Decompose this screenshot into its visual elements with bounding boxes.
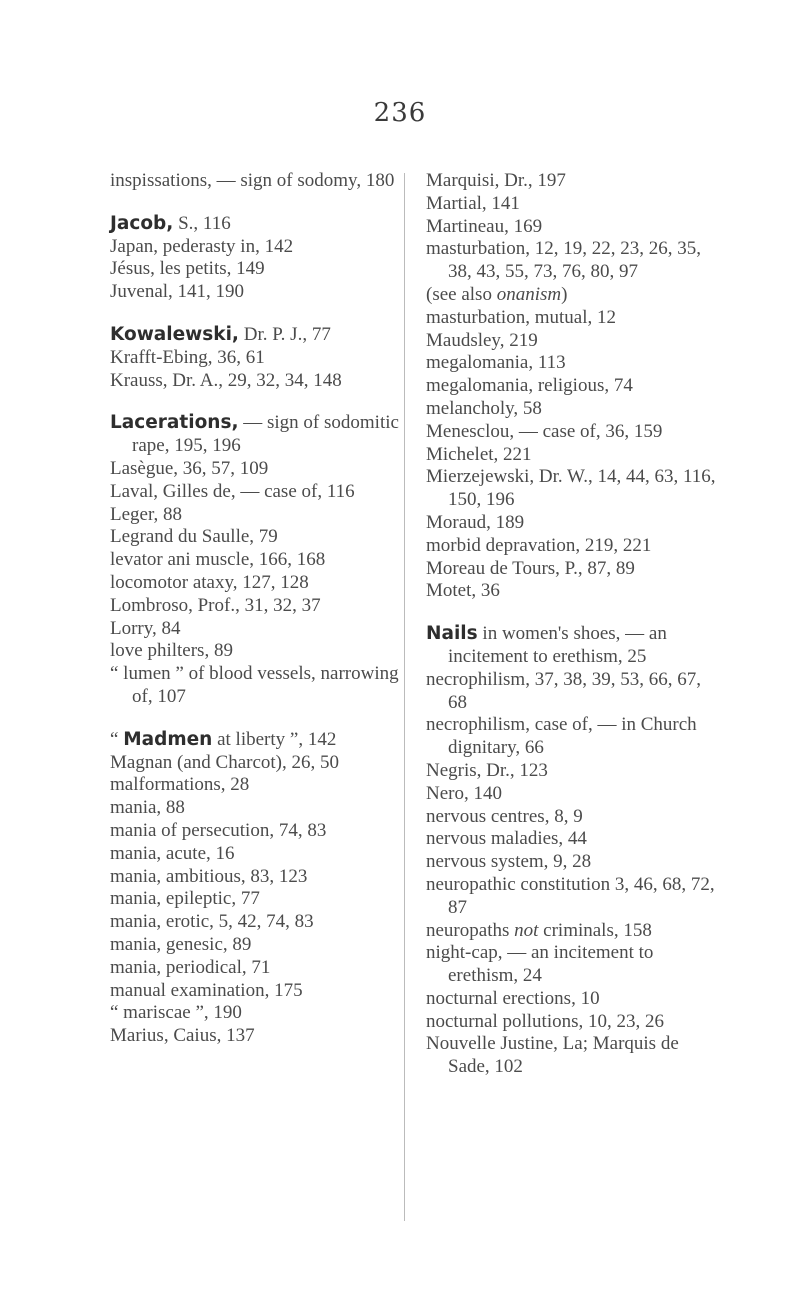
index-column-left: [110, 170, 400, 1048]
index-entry: mania, erotic, 5, 42, 74, 83: [110, 911, 314, 933]
index-entry-text: at liberty ”, 142: [212, 728, 337, 750]
index-entry-text: — sign of sodomitic rape, 195, 196: [132, 412, 399, 457]
index-entry: mania, ambitious, 83, 123: [110, 865, 308, 887]
index-entry: malformations, 28: [110, 774, 250, 796]
index-entry: [110, 412, 400, 458]
index-entry: Magnan (and Charcot), 26, 50: [110, 751, 339, 773]
index-entry: mania, genesic, 89: [110, 933, 252, 955]
index-entry: Motet, 36: [426, 580, 500, 602]
index-entry: Marius, Caius, 137: [110, 1025, 255, 1047]
index-entry-text: S., 116: [173, 212, 231, 234]
index-entry: Moraud, 189: [426, 511, 525, 533]
index-head-word: Nails: [426, 623, 478, 645]
index-entry: Krauss, Dr. A., 29, 32, 34, 148: [110, 369, 342, 391]
index-entry: necrophilism, 37, 38, 39, 53, 66, 67, 68: [426, 668, 701, 713]
index-entry: [110, 213, 400, 236]
index-entry-italic: not: [514, 919, 539, 941]
index-entry: locomotor ataxy, 127, 128: [110, 571, 309, 593]
index-entry: levator ani muscle, 166, 168: [110, 549, 326, 571]
index-entry-text: “: [110, 728, 124, 750]
index-head-word: Kowalewski,: [110, 323, 239, 345]
index-entry: “ lumen ” of blood vessels, narrowing of, 107: [110, 663, 399, 707]
index-entry: Krafft-Ebing, 36, 61: [110, 346, 265, 368]
index-entry: Juvenal, 141, 190: [110, 281, 245, 303]
index-entry: nervous centres, 8, 9: [426, 805, 583, 827]
index-entry: megalomania, 113: [426, 352, 566, 374]
index-entry: manual examination, 175: [110, 979, 303, 1001]
index-entry: mania of persecution, 74, 83: [110, 819, 327, 841]
index-entry: mania, epileptic, 77: [110, 888, 260, 910]
index-entry: Michelet, 221: [426, 443, 532, 465]
index-entry: nocturnal pollutions, 10, 23, 26: [426, 1010, 665, 1032]
index-entry: Moreau de Tours, P., 87, 89: [426, 557, 635, 579]
index-entry: melancholy, 58: [426, 397, 542, 419]
index-entry: love philters, 89: [110, 640, 233, 662]
index-entry-italic: onanism: [496, 283, 562, 305]
index-entry: Nero, 140: [426, 782, 502, 804]
index-entry: Lorry, 84: [110, 617, 181, 639]
index-entry: mania, acute, 16: [110, 842, 235, 864]
index-entry: [110, 324, 400, 347]
index-entry: Lombroso, Prof., 31, 32, 37: [110, 594, 321, 616]
index-entry: Maudsley, 219: [426, 329, 538, 351]
index-entry: night-cap, — an incitement to erethism, 24: [426, 942, 654, 987]
index-entry: “ mariscae ”, 190: [110, 1002, 242, 1024]
index-entry: megalomania, religious, 74: [426, 375, 633, 397]
index-column-right: [426, 170, 721, 1079]
index-entry: masturbation, mutual, 12: [426, 306, 616, 328]
index-head-word: Lacerations,: [110, 412, 239, 434]
index-entry: Martineau, 169: [426, 215, 543, 237]
index-entry-text: ): [561, 283, 568, 305]
index-entry: morbid depravation, 219, 221: [426, 534, 652, 556]
index-entry: [426, 623, 721, 669]
index-entry: [426, 284, 721, 307]
index-entry: Nouvelle Justine, La; Marquis de Sade, 102: [426, 1033, 679, 1078]
index-entry: mania, periodical, 71: [110, 956, 271, 978]
index-entry: Mierzejewski, Dr. W., 14, 44, 63, 116, 150, 196: [426, 466, 716, 511]
index-entry: Leger, 88: [110, 503, 183, 525]
index-entry-text: neuropaths: [426, 919, 515, 941]
index-entry: masturbation, 12, 19, 22, 23, 26, 35, 38, 43, 55, 73, 76, 80, 97: [426, 238, 701, 283]
index-entry: necrophilism, case of, — in Church dignitary, 66: [426, 714, 697, 759]
index-entry: Jésus, les petits, 149: [110, 258, 265, 280]
index-entry: Laval, Gilles de, — case of, 116: [110, 480, 355, 502]
column-divider: [404, 173, 405, 1221]
index-entry: Legrand du Saulle, 79: [110, 526, 278, 548]
index-entry: Marquisi, Dr., 197: [426, 170, 566, 191]
index-entry: neuropathic constitution 3, 46, 68, 72, 87: [426, 873, 715, 918]
index-entry: inspissations, — sign of sodomy, 180: [110, 170, 395, 191]
index-entry-text: Dr. P. J., 77: [238, 323, 331, 345]
index-entry: mania, 88: [110, 797, 185, 819]
index-entry-text: in women's shoes, — an incitement to erethism, 25: [448, 623, 667, 667]
index-entry: nocturnal erections, 10: [426, 987, 600, 1009]
index-entry: [426, 920, 721, 943]
index-entry: Martial, 141: [426, 192, 520, 214]
index-entry-text: (see also: [426, 283, 497, 305]
index-entry: nervous maladies, 44: [426, 828, 587, 850]
index-entry: Lasègue, 36, 57, 109: [110, 457, 269, 479]
index-head-word: Jacob,: [110, 212, 174, 234]
index-head-word: Madmen: [123, 728, 213, 750]
page-number: 236: [373, 98, 427, 128]
index-entry: nervous system, 9, 28: [426, 851, 592, 873]
index-entry: Japan, pederasty in, 142: [110, 235, 294, 257]
index-entry: [110, 729, 400, 752]
index-entry: Menesclou, — case of, 36, 159: [426, 420, 663, 442]
index-entry: Negris, Dr., 123: [426, 759, 548, 781]
index-entry-text: criminals, 158: [538, 919, 652, 941]
